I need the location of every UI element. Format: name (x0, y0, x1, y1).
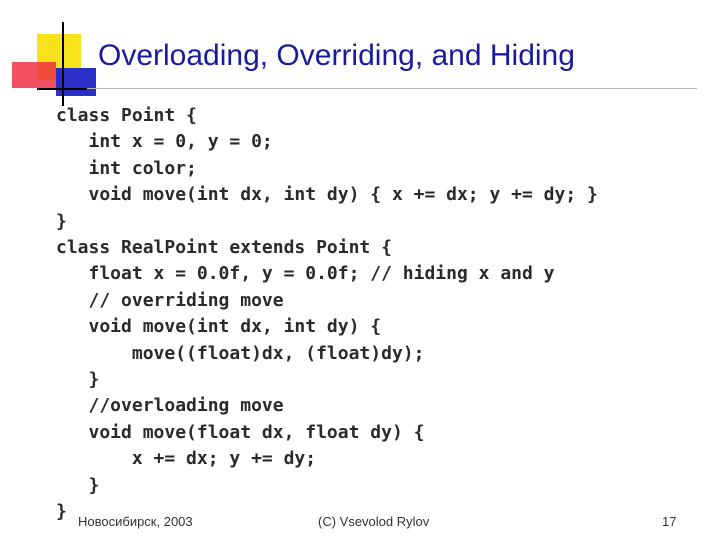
footer-copyright: (C) Vsevolod Rylov (318, 514, 430, 529)
slide-title: Overloading, Overriding, and Hiding (98, 39, 575, 72)
slide-number: 17 (662, 514, 677, 529)
title-underline (87, 88, 697, 89)
slide-logo (0, 0, 110, 110)
logo-horizontal-line (37, 88, 87, 90)
footer-location-date: Новосибирск, 2003 (78, 514, 193, 529)
logo-vertical-line (62, 22, 64, 106)
code-block: class Point { int x = 0, y = 0; int color; void move(int dx, int dy) { x += dx; y += dy; } } class RealPoint extends Point { float x = 0.0f, y = 0.0f; // hiding x and y // overriding move void move(int dx, int dy) { move((float)dx, (float)dy); } //overloading move void move(float dx, float dy) { x += dx; y += dy; } } (56, 105, 598, 523)
logo-red-square (12, 62, 56, 88)
